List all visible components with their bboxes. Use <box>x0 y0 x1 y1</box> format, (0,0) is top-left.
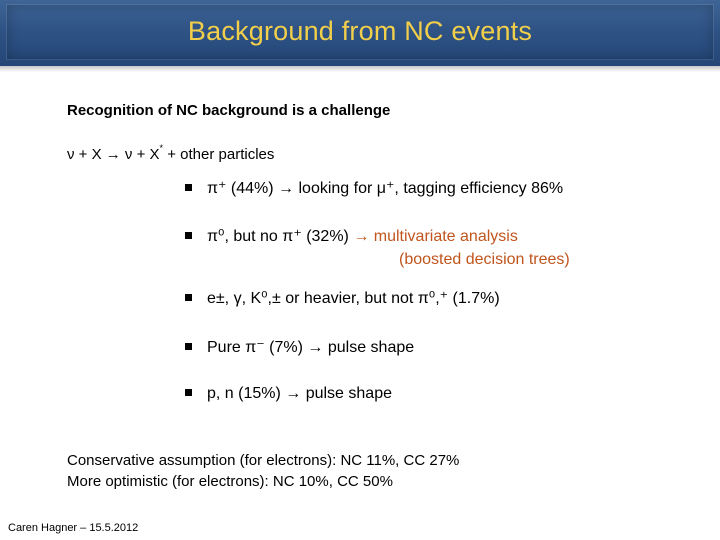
bullet-pi-plus <box>185 178 563 198</box>
reaction-tail: + other particles <box>163 146 275 163</box>
bullet-square-icon <box>185 232 192 239</box>
reaction-star: * <box>159 143 164 153</box>
title-bar-shadow <box>0 66 720 72</box>
bullet-pi-zero <box>185 226 518 246</box>
bullet-square-icon <box>185 389 192 396</box>
author-credit: Caren Hagner – 15.5.2012 <box>8 522 139 534</box>
reaction-equation <box>67 145 274 163</box>
title-bar <box>0 0 720 66</box>
bullet-text: π⁺ (44%) → looking for μ⁺, tagging efficiency 86% <box>207 180 564 197</box>
bullet-text: Pure π⁻ (7%) → pulse shape <box>207 339 415 356</box>
reaction-base: ν + X → ν + X <box>67 146 160 163</box>
footer-line-conservative: Conservative assumption (for electrons): NC 11%, CC 27% <box>67 452 460 469</box>
footer-line-optimistic: More optimistic (for electrons): NC 10%, CC 50% <box>67 473 393 490</box>
bullet-text: e±, γ, K⁰,± or heavier, but not π⁰,⁺ (1.7%) <box>207 290 500 307</box>
bullet-square-icon <box>185 343 192 350</box>
bullet-electron-gamma <box>185 288 500 308</box>
bullet-text: π⁰, but no π⁺ (32%) <box>207 228 354 245</box>
bullet-proton-neutron <box>185 385 392 403</box>
intro-heading: Recognition of NC background is a challenge <box>67 102 391 119</box>
bullet-pure-pi-minus <box>185 337 414 357</box>
bullet-text: p, n (15%) → pulse shape <box>207 385 392 402</box>
bullet-square-icon <box>185 294 192 301</box>
slide-title: Background from NC events <box>187 16 533 46</box>
bullet-square-icon <box>185 184 192 191</box>
bullet-continuation: (boosted decision trees) <box>399 251 570 268</box>
bullet-highlight: → multivariate analysis <box>353 228 518 245</box>
